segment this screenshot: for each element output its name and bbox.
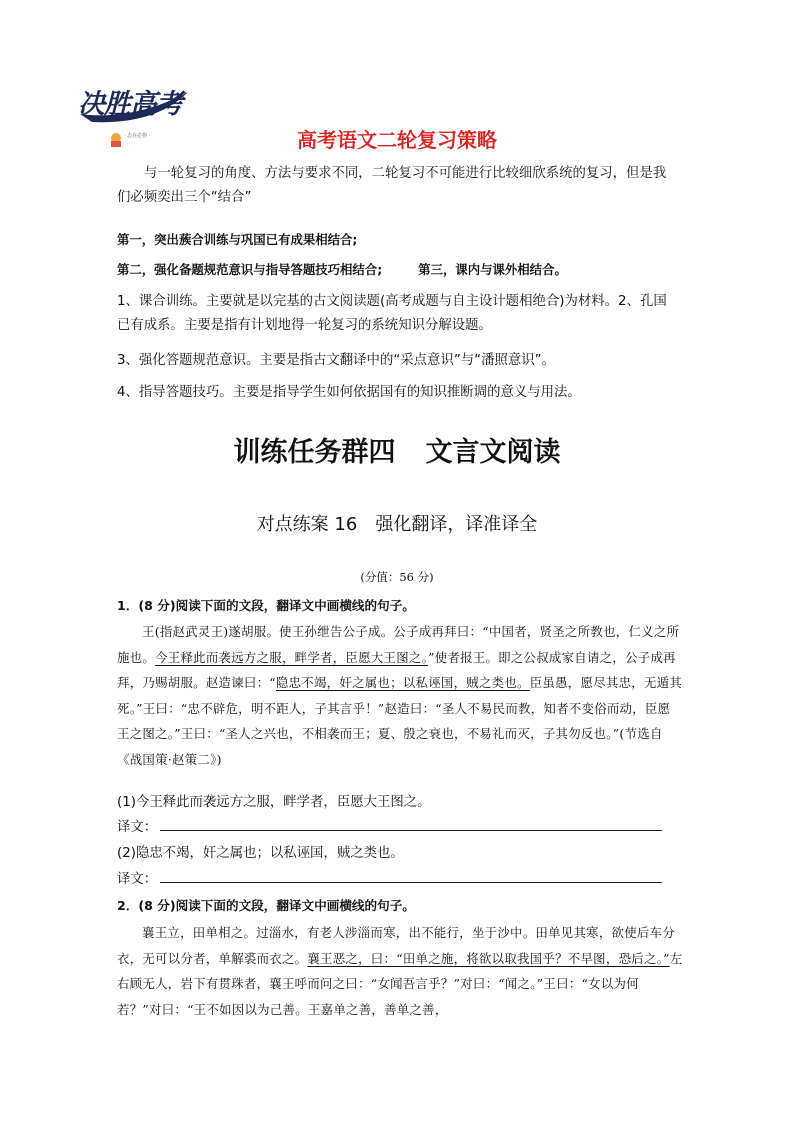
passage-text: 臣虽愚，愿尽其忠，无遁其死。”王曰：“忠不辟危，明不距人，子其言乎！”赵造曰：“圣人不易民而教，知者不变俗而动，臣愿王之图之。”王曰：“圣人之兴也，不相袭而王；夏、殷之衰也，不易礼而灭，子其勿反也。”(节选自《战国策·赵策二》) bbox=[117, 675, 683, 767]
exercise-title: 对点练案 16 强化翻译，译准译全 bbox=[256, 514, 538, 535]
translation-answer-line[interactable] bbox=[160, 830, 662, 831]
passage-text: 襄王立，田单相之。过淄水，有老人涉淄而寒，出不能行，坐于沙中。田单见其寒，欲使后车分衣，无可以分者，单解裘而衣之。 bbox=[117, 925, 676, 966]
translation-label: 译文： bbox=[117, 820, 158, 835]
passage-text: 王(指赵武灵王)遂胡服。使王孙绁告公子成。公子成再拜曰：“中国者，贤圣之所教也，仁义之所施也。 bbox=[117, 624, 680, 665]
underlined-sentence-2: 隐忠不竭，奸之属也；以私诬国，贼之类也。 bbox=[275, 675, 530, 690]
underlined-sentence-1: 襄王恶之，曰：“田单之施，将欲以取我国乎？不早图，恐后之。” bbox=[307, 950, 670, 966]
task-group-part1: 训练任务群四 bbox=[233, 437, 396, 468]
translation-label: 译文： bbox=[117, 872, 158, 887]
translation-answer-line[interactable] bbox=[160, 882, 662, 883]
score-label: (分值：56 分) bbox=[360, 570, 434, 584]
item-3: 3、强化答题规范意识。主要是指古文翻译中的“采点意识”与“潘照意识”。 bbox=[117, 353, 555, 368]
item-1: 1、课合训练。主要就是以完基的古文阅读题(高考成题与自主设计题相绝合)为材料。2、孔国已有成系。主要是指有计划地得一轮复习的系统知识分解设题。 bbox=[117, 294, 667, 333]
point-first: 第一，突出蔟合训练与巩国已有成果相结合; bbox=[117, 232, 358, 247]
question-2-prompt: 2．(8 分)阅读下面的文段，翻译文中画横线的句子。 bbox=[117, 898, 415, 913]
point-third: 第三，课内与课外相结合。 bbox=[418, 262, 567, 277]
underlined-sentence-1: 今王释此而袭远方之服，畔学者，臣愿大王图之。 bbox=[155, 649, 429, 665]
task-group-part2: 文言文阅读 bbox=[425, 437, 561, 468]
question-2-passage bbox=[117, 920, 683, 1022]
intro-paragraph: 与一轮复习的角度、方法与要求不同，二轮复习不可能进行比较细欣系统的复习，但是我们必频奕出三个“结合” bbox=[117, 166, 667, 205]
logo-text: 决胜高考 bbox=[78, 89, 182, 120]
points-row bbox=[117, 258, 677, 282]
question-1-sentence-1: (1)今王释此而袭远方之服，畔学者，臣愿大王图之。 bbox=[117, 795, 431, 810]
question-1-passage bbox=[117, 619, 683, 772]
task-group-title bbox=[0, 430, 794, 469]
passage-text: ”使者报王。即之公叔成家自请之，公子成再拜，乃赐胡服。赵造谏曰：“ bbox=[117, 649, 676, 690]
passage-text: 左右顾无人，岩下有贯珠者，襄王呼而问之曰：“女闻吾言乎？”对曰：“闻之。”王曰：“女以为何若？”对曰：“王不如因以为己善。王嘉单之善，善单之善， bbox=[117, 950, 683, 1017]
question-1-prompt: 1．(8 分)阅读下面的文段，翻译文中画横线的句子。 bbox=[117, 598, 415, 613]
page-title: 高考语文二轮复习策略 bbox=[297, 128, 497, 152]
point-second: 第二，强化备题规范意识与指导答题技巧相结合; bbox=[117, 262, 383, 277]
question-1-sentence-2: (2)隐忠不竭，奸之属也；以私诬国，贼之类也。 bbox=[117, 846, 404, 861]
logo-subtext: · 志在必得 · bbox=[124, 133, 151, 139]
item-4: 4、指导答题技巧。主要是指导学生如何依据国有的知识推断调的意义与用法。 bbox=[117, 385, 581, 400]
